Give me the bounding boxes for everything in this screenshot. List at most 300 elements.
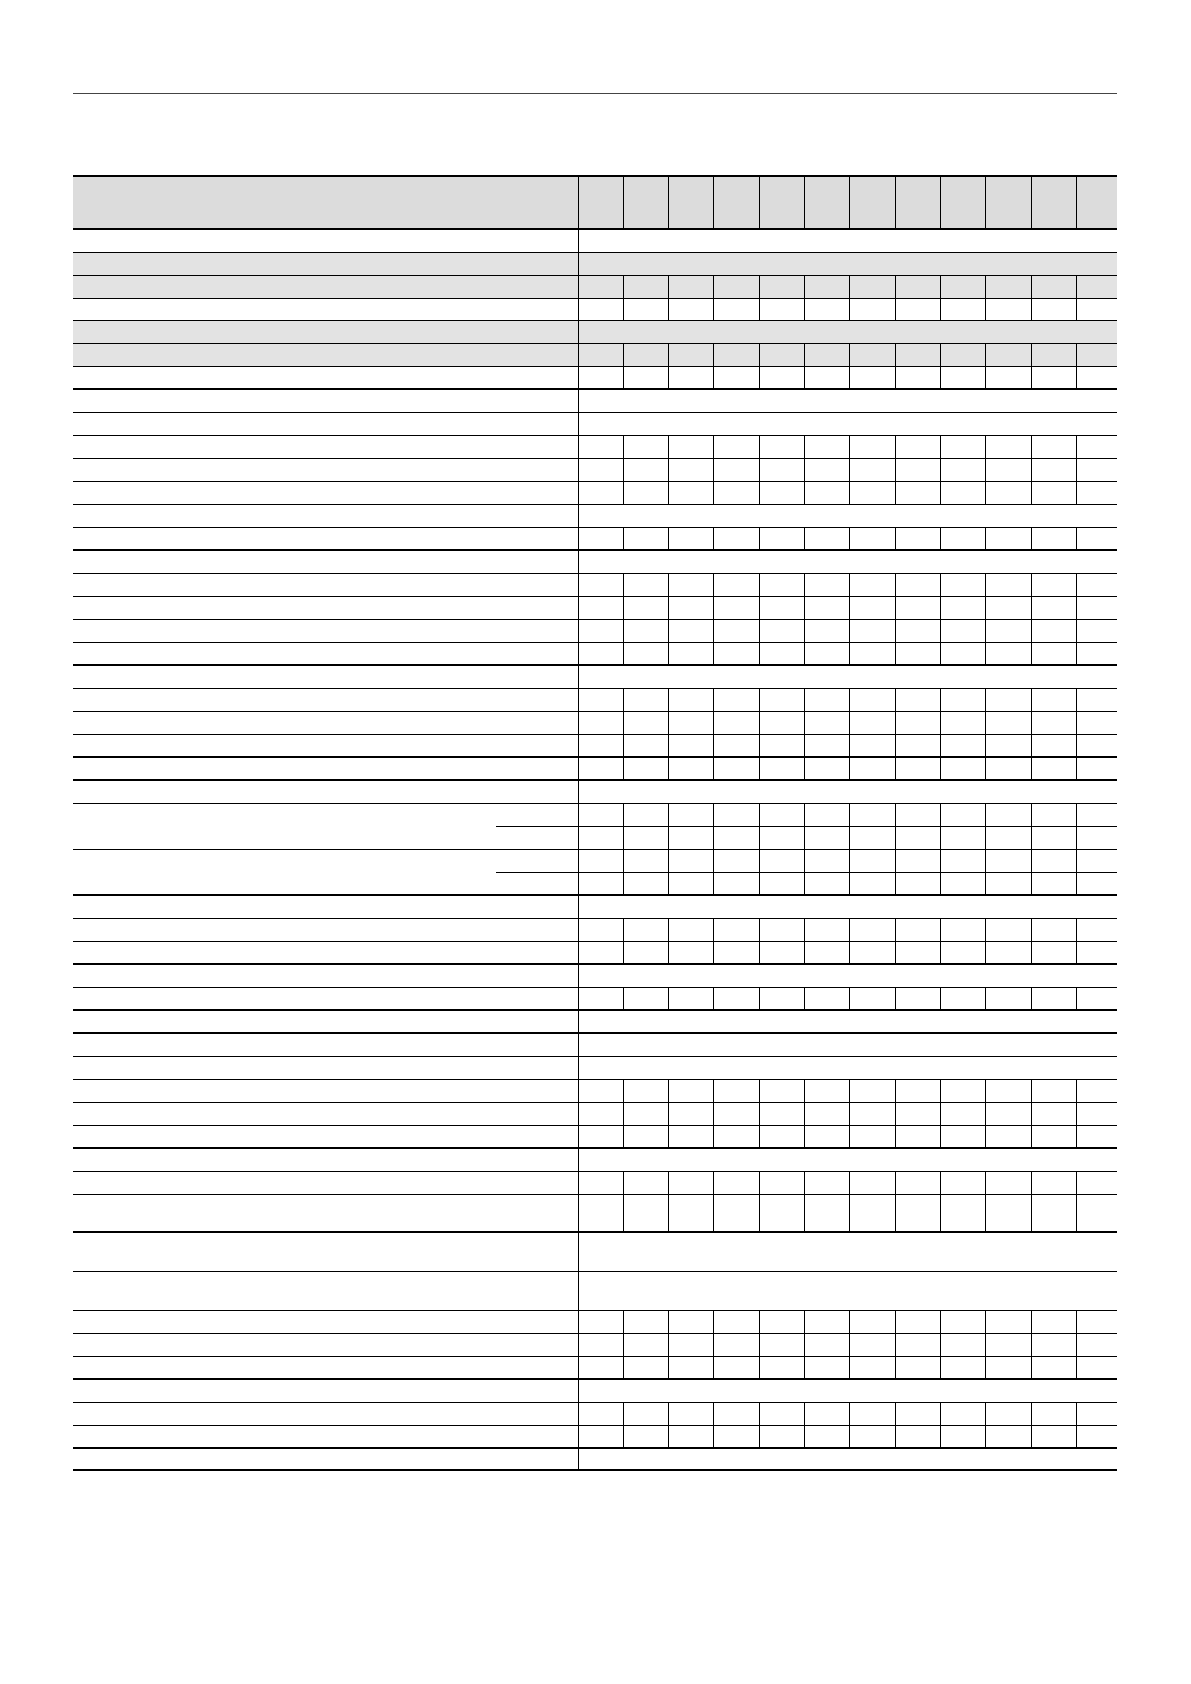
value-column-divider	[1076, 734, 1077, 757]
value-column-divider	[759, 688, 760, 711]
value-column-divider	[895, 1425, 896, 1448]
value-column-divider	[985, 642, 986, 665]
value-column-divider	[668, 619, 669, 642]
table-row-rule	[73, 1056, 1117, 1057]
table-row-rule	[73, 1402, 1117, 1403]
value-column-divider	[623, 987, 624, 1010]
value-column-divider	[895, 1333, 896, 1356]
value-column-divider	[668, 757, 669, 780]
table-row-rule	[73, 435, 1117, 436]
shaded-section-row	[73, 275, 1117, 298]
table-row-rule	[496, 872, 1117, 873]
value-column-divider	[849, 1125, 850, 1148]
value-column-divider	[895, 298, 896, 320]
value-column-divider	[1031, 941, 1032, 964]
value-column-divider	[623, 1102, 624, 1125]
value-column-divider	[985, 343, 986, 366]
value-column-divider	[1031, 688, 1032, 711]
value-column-divider	[759, 458, 760, 481]
value-column-divider	[849, 757, 850, 780]
table-row-rule	[73, 320, 1117, 321]
value-column-divider	[804, 458, 805, 481]
table-row-rule	[73, 596, 1117, 597]
value-column-divider	[1076, 711, 1077, 734]
value-column-divider	[940, 1333, 941, 1356]
table-row-rule	[73, 1079, 1117, 1080]
value-column-divider	[895, 596, 896, 619]
value-column-divider	[1076, 1079, 1077, 1102]
value-column-divider	[759, 573, 760, 596]
value-column-divider	[1076, 849, 1077, 872]
value-column-divider	[1076, 596, 1077, 619]
table-row-rule	[73, 252, 1117, 253]
value-column-divider	[668, 1194, 669, 1232]
value-column-divider	[895, 435, 896, 458]
value-column-divider	[1031, 298, 1032, 320]
value-column-divider	[804, 987, 805, 1010]
value-column-divider	[759, 481, 760, 504]
value-column-divider	[668, 688, 669, 711]
value-column-divider	[1076, 642, 1077, 665]
value-column-divider	[759, 298, 760, 320]
value-column-divider	[713, 918, 714, 941]
value-column-divider	[1076, 366, 1077, 389]
table-row-rule	[73, 504, 1117, 505]
table-row-rule	[73, 779, 1117, 781]
value-column-divider	[985, 941, 986, 964]
spec-table	[73, 176, 1117, 1463]
value-column-divider	[985, 1356, 986, 1379]
value-column-divider	[759, 176, 760, 229]
value-column-divider	[668, 849, 669, 872]
table-row-rule	[73, 458, 1117, 459]
table-row-rule	[73, 756, 1117, 758]
value-column-divider	[713, 757, 714, 780]
value-column-divider	[1031, 987, 1032, 1010]
value-column-divider	[759, 1310, 760, 1333]
value-column-divider	[849, 918, 850, 941]
table-row-rule	[73, 803, 1117, 804]
value-column-divider	[940, 619, 941, 642]
value-column-divider	[1031, 619, 1032, 642]
value-column-divider	[985, 1171, 986, 1194]
value-column-divider	[623, 481, 624, 504]
value-column-divider	[1031, 343, 1032, 366]
value-column-divider	[713, 298, 714, 320]
value-column-divider	[623, 1425, 624, 1448]
value-column-divider	[713, 803, 714, 826]
value-column-divider	[623, 435, 624, 458]
value-column-divider	[623, 1125, 624, 1148]
value-column-divider	[623, 941, 624, 964]
value-column-divider	[940, 1425, 941, 1448]
value-column-divider	[713, 642, 714, 665]
table-row-rule	[73, 963, 1117, 965]
value-column-divider	[940, 987, 941, 1010]
value-column-divider	[895, 1356, 896, 1379]
value-column-divider	[940, 1194, 941, 1232]
value-column-divider	[804, 1310, 805, 1333]
table-row-rule	[73, 549, 1117, 551]
table-row-rule	[73, 1469, 1117, 1471]
value-column-divider	[985, 872, 986, 895]
value-column-divider	[849, 1425, 850, 1448]
value-column-divider	[713, 573, 714, 596]
value-column-divider	[895, 803, 896, 826]
value-column-divider	[668, 1102, 669, 1125]
value-column-divider	[895, 849, 896, 872]
value-column-divider	[759, 757, 760, 780]
value-column-divider	[1031, 527, 1032, 550]
value-column-divider	[668, 298, 669, 320]
value-column-divider	[668, 343, 669, 366]
value-column-divider	[804, 918, 805, 941]
value-column-divider	[804, 1125, 805, 1148]
value-column-divider	[804, 176, 805, 229]
value-column-divider	[895, 619, 896, 642]
value-column-divider	[985, 275, 986, 298]
value-column-divider	[759, 918, 760, 941]
table-row-rule	[73, 1125, 1117, 1126]
value-column-divider	[940, 941, 941, 964]
value-column-divider	[1031, 1079, 1032, 1102]
value-column-divider	[804, 688, 805, 711]
value-column-divider	[1076, 826, 1077, 849]
value-column-divider	[759, 803, 760, 826]
value-column-divider	[1031, 1356, 1032, 1379]
value-column-divider	[1076, 1402, 1077, 1425]
value-column-divider	[668, 941, 669, 964]
value-column-divider	[713, 1194, 714, 1232]
table-row-rule	[73, 388, 1117, 390]
value-column-divider	[759, 1125, 760, 1148]
value-column-divider	[668, 176, 669, 229]
value-column-divider	[713, 849, 714, 872]
value-column-divider	[713, 826, 714, 849]
value-column-divider	[1031, 757, 1032, 780]
value-column-divider	[1031, 1402, 1032, 1425]
value-column-divider	[668, 711, 669, 734]
value-column-divider	[985, 573, 986, 596]
table-row-rule	[73, 298, 1117, 299]
value-column-divider	[985, 298, 986, 320]
value-column-divider	[985, 1425, 986, 1448]
value-column-divider	[668, 481, 669, 504]
value-column-divider	[623, 1402, 624, 1425]
value-column-divider	[804, 872, 805, 895]
value-column-divider	[713, 343, 714, 366]
value-column-divider	[940, 872, 941, 895]
value-column-divider	[668, 458, 669, 481]
value-column-divider	[804, 711, 805, 734]
value-column-divider	[759, 1079, 760, 1102]
value-column-divider	[804, 366, 805, 389]
value-column-divider	[940, 849, 941, 872]
value-column-divider	[849, 176, 850, 229]
shaded-section-row	[73, 252, 1117, 275]
value-column-divider	[804, 1171, 805, 1194]
value-column-divider	[668, 573, 669, 596]
table-row-rule	[73, 343, 1117, 344]
value-column-divider	[940, 642, 941, 665]
value-column-divider	[804, 757, 805, 780]
value-column-divider	[849, 688, 850, 711]
label-column-divider	[578, 176, 579, 1470]
value-column-divider	[804, 803, 805, 826]
value-column-divider	[1031, 573, 1032, 596]
value-column-divider	[895, 757, 896, 780]
value-column-divider	[895, 1402, 896, 1425]
value-column-divider	[849, 872, 850, 895]
value-column-divider	[1031, 176, 1032, 229]
value-column-divider	[1031, 918, 1032, 941]
table-row-rule	[73, 1447, 1117, 1449]
value-column-divider	[1031, 734, 1032, 757]
value-column-divider	[985, 596, 986, 619]
value-column-divider	[849, 366, 850, 389]
value-column-divider	[713, 1333, 714, 1356]
shaded-section-row	[73, 343, 1117, 366]
value-column-divider	[895, 1125, 896, 1148]
value-column-divider	[713, 366, 714, 389]
page-header-rule	[73, 93, 1117, 94]
value-column-divider	[849, 1310, 850, 1333]
value-column-divider	[713, 941, 714, 964]
value-column-divider	[759, 826, 760, 849]
value-column-divider	[759, 849, 760, 872]
table-row-rule	[73, 688, 1117, 689]
value-column-divider	[1076, 275, 1077, 298]
value-column-divider	[895, 458, 896, 481]
value-column-divider	[1031, 366, 1032, 389]
value-column-divider	[804, 619, 805, 642]
value-column-divider	[623, 527, 624, 550]
value-column-divider	[623, 1310, 624, 1333]
value-column-divider	[1076, 1310, 1077, 1333]
value-column-divider	[940, 757, 941, 780]
value-column-divider	[713, 711, 714, 734]
value-column-divider	[985, 458, 986, 481]
value-column-divider	[1076, 918, 1077, 941]
value-column-divider	[985, 849, 986, 872]
value-column-divider	[895, 573, 896, 596]
value-column-divider	[940, 1079, 941, 1102]
value-column-divider	[623, 596, 624, 619]
value-column-divider	[985, 688, 986, 711]
value-column-divider	[668, 872, 669, 895]
value-column-divider	[895, 711, 896, 734]
value-column-divider	[895, 343, 896, 366]
value-column-divider	[1031, 803, 1032, 826]
value-column-divider	[1076, 803, 1077, 826]
value-column-divider	[1076, 481, 1077, 504]
value-column-divider	[1076, 343, 1077, 366]
value-column-divider	[895, 366, 896, 389]
value-column-divider	[713, 458, 714, 481]
value-column-divider	[804, 573, 805, 596]
value-column-divider	[713, 596, 714, 619]
value-column-divider	[849, 1194, 850, 1232]
value-column-divider	[849, 458, 850, 481]
value-column-divider	[1031, 1102, 1032, 1125]
table-row-rule	[73, 412, 1117, 413]
value-column-divider	[940, 826, 941, 849]
value-column-divider	[940, 803, 941, 826]
value-column-divider	[1076, 757, 1077, 780]
value-column-divider	[985, 803, 986, 826]
table-row-rule	[73, 573, 1117, 574]
value-column-divider	[849, 1171, 850, 1194]
value-column-divider	[668, 1171, 669, 1194]
value-column-divider	[985, 987, 986, 1010]
table-row-rule	[73, 642, 1117, 643]
value-column-divider	[713, 1171, 714, 1194]
value-column-divider	[849, 573, 850, 596]
value-column-divider	[1031, 826, 1032, 849]
value-column-divider	[623, 803, 624, 826]
value-column-divider	[985, 619, 986, 642]
value-column-divider	[985, 711, 986, 734]
value-column-divider	[940, 1171, 941, 1194]
value-column-divider	[940, 366, 941, 389]
value-column-divider	[895, 1102, 896, 1125]
value-column-divider	[895, 872, 896, 895]
value-column-divider	[1076, 527, 1077, 550]
value-column-divider	[1076, 176, 1077, 229]
value-column-divider	[985, 366, 986, 389]
table-row-rule	[73, 1378, 1117, 1380]
value-column-divider	[1076, 1333, 1077, 1356]
value-column-divider	[1076, 1425, 1077, 1448]
value-column-divider	[985, 1079, 986, 1102]
value-column-divider	[940, 1402, 941, 1425]
value-column-divider	[940, 1310, 941, 1333]
value-column-divider	[623, 734, 624, 757]
value-column-divider	[895, 987, 896, 1010]
value-column-divider	[1076, 688, 1077, 711]
value-column-divider	[759, 941, 760, 964]
value-column-divider	[623, 711, 624, 734]
value-column-divider	[895, 1079, 896, 1102]
value-column-divider	[985, 1333, 986, 1356]
value-column-divider	[985, 734, 986, 757]
table-row-rule	[73, 481, 1117, 482]
table-row-rule	[73, 849, 1117, 850]
value-column-divider	[849, 527, 850, 550]
value-column-divider	[713, 688, 714, 711]
value-column-divider	[895, 941, 896, 964]
value-column-divider	[849, 619, 850, 642]
value-column-divider	[1076, 941, 1077, 964]
value-column-divider	[804, 1425, 805, 1448]
value-column-divider	[1076, 1125, 1077, 1148]
value-column-divider	[713, 619, 714, 642]
value-column-divider	[668, 366, 669, 389]
value-column-divider	[713, 1102, 714, 1125]
value-column-divider	[623, 1333, 624, 1356]
value-column-divider	[713, 435, 714, 458]
value-column-divider	[1031, 275, 1032, 298]
value-column-divider	[940, 435, 941, 458]
table-row-rule	[73, 987, 1117, 988]
table-row-rule	[73, 228, 1117, 230]
value-column-divider	[1076, 458, 1077, 481]
value-column-divider	[668, 1310, 669, 1333]
value-column-divider	[759, 275, 760, 298]
table-row-rule	[73, 1171, 1117, 1172]
table-row-rule	[73, 941, 1117, 942]
value-column-divider	[940, 918, 941, 941]
value-column-divider	[940, 527, 941, 550]
value-column-divider	[804, 481, 805, 504]
value-column-divider	[713, 1310, 714, 1333]
value-column-divider	[804, 596, 805, 619]
value-column-divider	[985, 1194, 986, 1232]
value-column-divider	[849, 1079, 850, 1102]
value-column-divider	[1031, 711, 1032, 734]
value-column-divider	[849, 435, 850, 458]
value-column-divider	[623, 298, 624, 320]
value-column-divider	[985, 1102, 986, 1125]
value-column-divider	[849, 849, 850, 872]
value-column-divider	[849, 275, 850, 298]
value-column-divider	[940, 688, 941, 711]
value-column-divider	[1031, 1194, 1032, 1232]
value-column-divider	[895, 734, 896, 757]
table-row-rule	[73, 1102, 1117, 1103]
value-column-divider	[623, 1171, 624, 1194]
table-row-rule	[73, 1032, 1117, 1034]
value-column-divider	[668, 734, 669, 757]
value-column-divider	[1076, 872, 1077, 895]
value-column-divider	[1031, 1125, 1032, 1148]
value-column-divider	[623, 366, 624, 389]
value-column-divider	[940, 176, 941, 229]
value-column-divider	[668, 642, 669, 665]
value-column-divider	[804, 1333, 805, 1356]
value-column-divider	[713, 176, 714, 229]
value-column-divider	[1031, 872, 1032, 895]
value-column-divider	[940, 481, 941, 504]
value-column-divider	[1076, 1194, 1077, 1232]
value-column-divider	[623, 757, 624, 780]
value-column-divider	[759, 596, 760, 619]
value-column-divider	[804, 275, 805, 298]
value-column-divider	[668, 596, 669, 619]
value-column-divider	[940, 573, 941, 596]
value-column-divider	[940, 1356, 941, 1379]
value-column-divider	[804, 849, 805, 872]
value-column-divider	[804, 826, 805, 849]
table-row-rule	[73, 1333, 1117, 1334]
value-column-divider	[804, 1402, 805, 1425]
table-row-rule	[73, 711, 1117, 712]
value-column-divider	[623, 642, 624, 665]
value-column-divider	[668, 1125, 669, 1148]
value-column-divider	[713, 481, 714, 504]
value-column-divider	[1076, 435, 1077, 458]
table-row-rule	[73, 1425, 1117, 1426]
value-column-divider	[759, 1356, 760, 1379]
shaded-section-row	[73, 320, 1117, 343]
value-column-divider	[713, 872, 714, 895]
value-column-divider	[804, 298, 805, 320]
value-column-divider	[1076, 1356, 1077, 1379]
value-column-divider	[940, 734, 941, 757]
value-column-divider	[1031, 849, 1032, 872]
value-column-divider	[668, 1425, 669, 1448]
value-column-divider	[759, 1171, 760, 1194]
